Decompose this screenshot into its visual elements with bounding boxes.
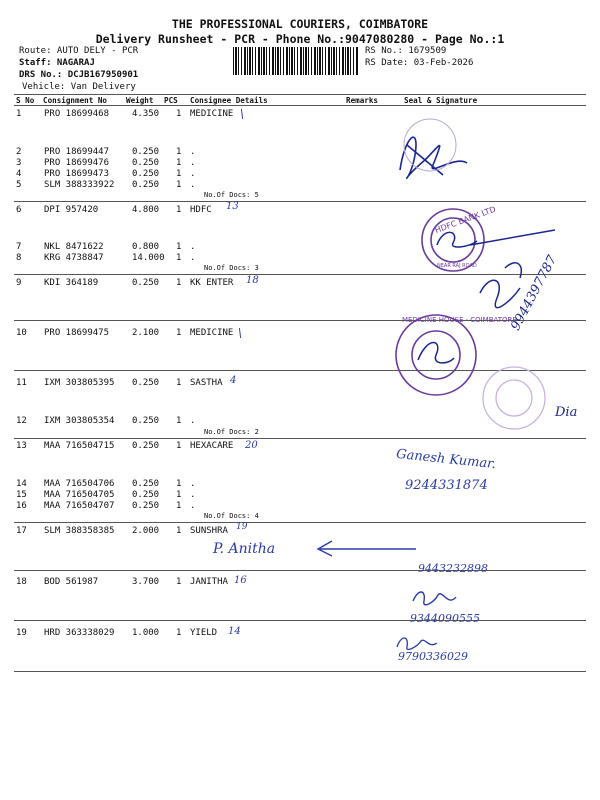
row-weight: 14.000: [132, 253, 165, 263]
row-weight: 0.800: [132, 242, 160, 252]
group-divider: [14, 438, 586, 439]
group-divider: [14, 201, 586, 202]
row-consignment: MAA 716504715: [44, 441, 115, 451]
doc-count: No.Of Docs: 2: [204, 428, 259, 436]
row-pcs: 1: [176, 278, 182, 288]
row-sno: 2: [16, 147, 22, 157]
row-sno: 10: [16, 328, 27, 338]
doc-count: No.Of Docs: 5: [204, 191, 259, 199]
row-consignment: KDI 364189: [44, 278, 99, 288]
handwritten-mark: \: [240, 107, 245, 121]
row-weight: 0.250: [132, 378, 160, 388]
signature-phone: 9944397787: [508, 253, 561, 334]
arrow-mark: [312, 538, 422, 560]
row-consignee: .: [190, 158, 196, 168]
row-sno: 17: [16, 526, 27, 536]
row-pcs: 1: [176, 416, 182, 426]
row-sno: 4: [16, 169, 22, 179]
row-sno: 19: [16, 628, 27, 638]
row-consignee: SUNSHRA: [190, 526, 228, 536]
row-consignment: MAA 716504706: [44, 479, 115, 489]
handwritten-mark: 20: [245, 440, 258, 451]
col-remarks: Remarks: [346, 96, 379, 105]
row-weight: 2.000: [132, 526, 160, 536]
row-pcs: 1: [176, 205, 182, 215]
col-consignee: Consignee Details: [190, 96, 268, 105]
row-consignee: .: [190, 253, 196, 263]
row-consignee: YIELD: [190, 628, 218, 638]
row-pcs: 1: [176, 147, 182, 157]
row-consignment: KRG 4738847: [44, 253, 104, 263]
doc-count: No.Of Docs: 3: [204, 264, 259, 272]
row-sno: 16: [16, 501, 27, 511]
row-consignee: .: [190, 180, 196, 190]
row-sno: 11: [16, 378, 27, 388]
row-pcs: 1: [176, 109, 182, 119]
row-consignee: .: [190, 416, 196, 426]
handwritten-mark: 18: [246, 275, 259, 286]
handwritten-mark: 16: [234, 575, 247, 586]
row-weight: 0.250: [132, 180, 160, 190]
row-weight: 0.250: [132, 278, 160, 288]
row-weight: 0.250: [132, 169, 160, 179]
row-consignment: SLM 388358385: [44, 526, 115, 536]
row-sno: 18: [16, 577, 27, 587]
row-consignment: SLM 388333922: [44, 180, 115, 190]
row-pcs: 1: [176, 501, 182, 511]
row-consignment: MAA 716504705: [44, 490, 115, 500]
signature-row-18: [408, 585, 468, 611]
row-sno: 14: [16, 479, 27, 489]
row-consignment: HRD 363338029: [44, 628, 115, 638]
receiver-phone-19: 9790336029: [398, 650, 468, 663]
row-consignment: BOD 561987: [44, 577, 99, 587]
row-sno: 1: [16, 109, 22, 119]
rs-date: RS Date: 03-Feb-2026: [365, 58, 474, 68]
row-consignment: NKL 8471622: [44, 242, 104, 252]
receiver-name-13: Ganesh Kumar.: [395, 446, 497, 473]
row-consignment: PRO 18699473: [44, 169, 110, 179]
row-weight: 3.700: [132, 577, 160, 587]
row-consignee: .: [190, 479, 196, 489]
row-consignee: .: [190, 501, 196, 511]
row-consignee: MEDICINE: [190, 109, 234, 119]
col-weight: Weight: [126, 96, 154, 105]
doc-count: No.Of Docs: 4: [204, 512, 259, 520]
row-consignee: HEXACARE: [190, 441, 234, 451]
row-pcs: 1: [176, 490, 182, 500]
row-consignee: .: [190, 490, 196, 500]
row-consignment: PRO 18699468: [44, 109, 110, 119]
row-weight: 0.250: [132, 441, 160, 451]
row-consignment: PRO 18699475: [44, 328, 110, 338]
row-weight: 2.100: [132, 328, 160, 338]
row-consignee: JANITHA: [190, 577, 228, 587]
faded-stamp: [478, 362, 558, 437]
rs-number: RS No.: 1679509: [365, 46, 447, 56]
row-pcs: 1: [176, 628, 182, 638]
row-weight: 4.350: [132, 109, 160, 119]
row-weight: 0.250: [132, 147, 160, 157]
row-pcs: 1: [176, 253, 182, 263]
row-pcs: 1: [176, 441, 182, 451]
row-weight: 1.000: [132, 628, 160, 638]
row-pcs: 1: [176, 180, 182, 190]
hdfc-stamp-text: HDFC BANK LTD: [433, 204, 497, 236]
row-weight: 0.250: [132, 501, 160, 511]
table-row: [0, 577, 600, 589]
table-row: [0, 526, 600, 538]
runsheet-title: Delivery Runsheet - PCR - Phone No.:9047080280 - Page No.:1: [95, 32, 505, 46]
row-consignee: HDFC: [190, 205, 212, 215]
row-consignment: PRO 18699476: [44, 158, 110, 168]
table-bottom-rule: [14, 671, 586, 672]
row-consignee: SASTHA: [190, 378, 223, 388]
receiver-phone-18: 9344090555: [410, 612, 480, 625]
handwritten-mark: 19: [236, 522, 248, 532]
col-pcs: PCS: [164, 96, 178, 105]
signature-row-1: [385, 115, 475, 190]
row-pcs: 1: [176, 158, 182, 168]
row-weight: 4.800: [132, 205, 160, 215]
receiver-phone-13: 9244331874: [405, 478, 488, 493]
handwritten-mark: 14: [228, 626, 241, 637]
row-sno: 5: [16, 180, 22, 190]
group-divider: [14, 620, 586, 621]
row-consignee: MEDICINE: [190, 328, 234, 338]
row-consignment: PRO 18699447: [44, 147, 110, 157]
table-row: [0, 501, 600, 513]
row-pcs: 1: [176, 328, 182, 338]
row-weight: 0.250: [132, 479, 160, 489]
route-text: Route: AUTO DELY - PCR: [19, 46, 139, 56]
row-weight: 0.250: [132, 416, 160, 426]
table-row: [0, 441, 600, 453]
hdfc-stamp-subtext: NEAR RAJ ROAD: [437, 263, 477, 269]
handwritten-mark: 4: [230, 375, 237, 386]
row-pcs: 1: [176, 378, 182, 388]
row-pcs: 1: [176, 169, 182, 179]
row-sno: 8: [16, 253, 22, 263]
medicine-stamp-text: MEDICINE HOUSE · COIMBATORE: [402, 316, 517, 324]
group-divider: [14, 570, 586, 571]
row-pcs: 1: [176, 479, 182, 489]
row-consignee: .: [190, 242, 196, 252]
drs-number: DRS No.: DCJB167950901: [19, 70, 139, 80]
table-row: [0, 180, 600, 192]
row-sno: 13: [16, 441, 27, 451]
vehicle-text: Vehicle: Van Delivery: [22, 82, 136, 92]
row-consignment: IXM 303805354: [44, 416, 115, 426]
row-consignment: DPI 957420: [44, 205, 99, 215]
row-sno: 7: [16, 242, 22, 252]
col-consignment: Consignment No: [43, 96, 108, 105]
col-sno: S No: [16, 96, 35, 105]
row-consignment: MAA 716504707: [44, 501, 115, 511]
receiver-phone-17: 9443232898: [418, 562, 488, 575]
col-seal: Seal & Signature: [404, 96, 478, 105]
row-consignee: .: [190, 169, 196, 179]
row-consignee: .: [190, 147, 196, 157]
header-rule-top: [14, 94, 586, 95]
row-sno: 9: [16, 278, 22, 288]
row-weight: 0.250: [132, 490, 160, 500]
table-row: [0, 628, 600, 640]
staff-text: Staff: NAGARAJ: [19, 58, 95, 68]
row-sno: 12: [16, 416, 27, 426]
row-pcs: 1: [176, 526, 182, 536]
row-weight: 0.250: [132, 158, 160, 168]
row-pcs: 1: [176, 242, 182, 252]
row-consignment: IXM 303805395: [44, 378, 115, 388]
signature-row-12: Dia: [555, 405, 578, 420]
barcode-image: [233, 47, 359, 75]
group-divider: [14, 522, 586, 523]
handwritten-mark: \: [238, 326, 243, 340]
receiver-name-17: P. Anitha: [213, 541, 276, 557]
row-sno: 3: [16, 158, 22, 168]
row-sno: 6: [16, 205, 22, 215]
row-pcs: 1: [176, 577, 182, 587]
table-row: [0, 109, 600, 121]
company-title: THE PROFESSIONAL COURIERS, COIMBATORE: [171, 17, 429, 31]
header-rule-bottom: [14, 105, 586, 106]
row-consignee: KK ENTER: [190, 278, 234, 288]
row-sno: 15: [16, 490, 27, 500]
handwritten-mark: 13: [226, 201, 239, 212]
